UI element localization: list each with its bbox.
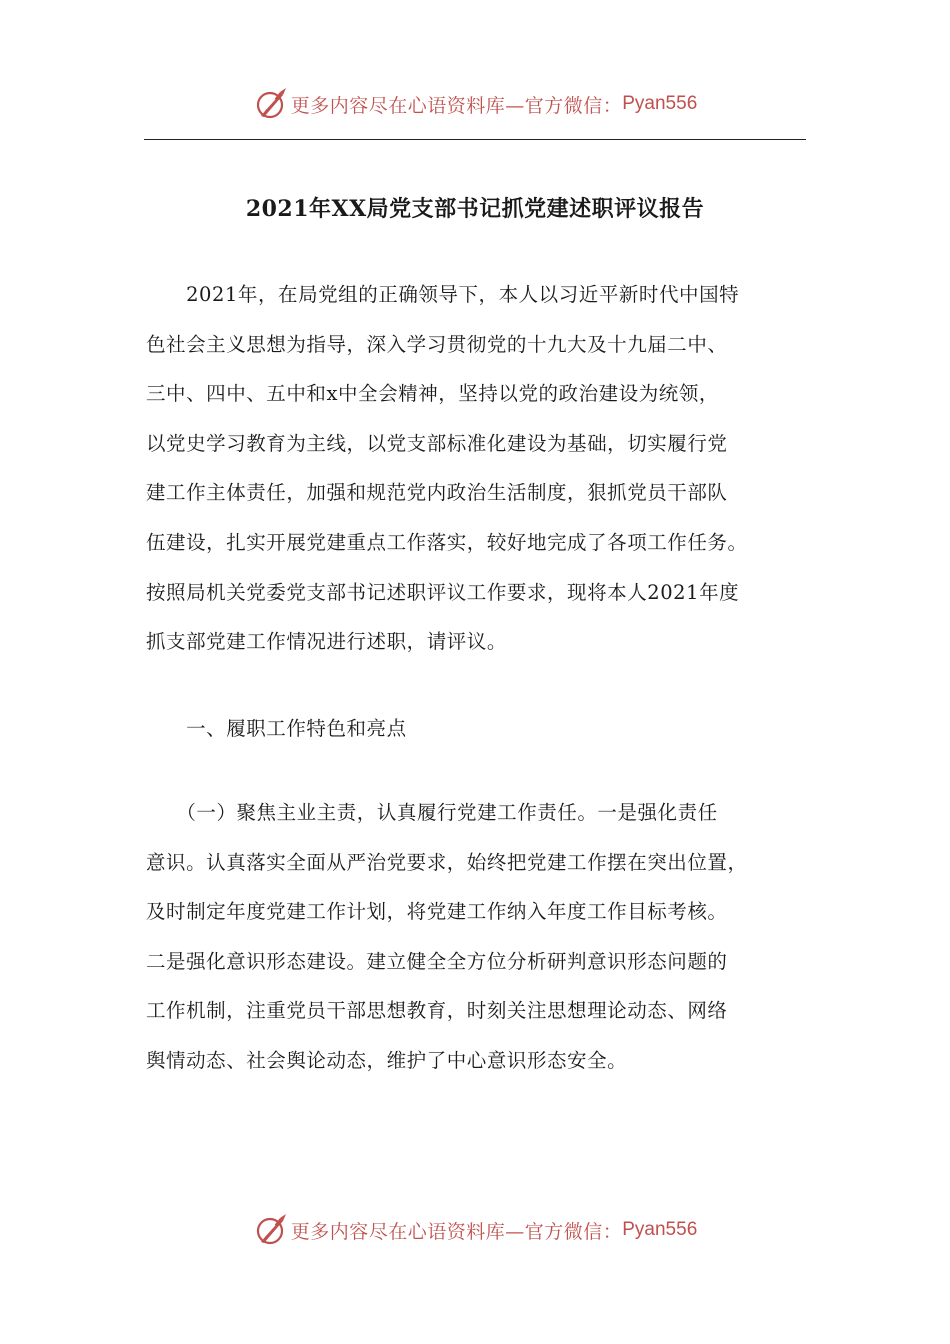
text-line: 及时制定年度党建工作计划，将党建工作纳入年度工作目标考核。	[146, 900, 728, 924]
watermark-text: 更多内容尽在心语资料库—官方微信：	[290, 1220, 623, 1243]
text-line: 意识。认真落实全面从严治党要求，始终把党建工作摆在突出位置，	[146, 850, 748, 874]
text-line: 二是强化意识形态建设。建立健全全方位分析研判意识形态问题的	[146, 949, 728, 973]
quill-pen-logo-icon	[253, 86, 289, 122]
section-heading-text: 一、履职工作特色和亮点	[146, 717, 407, 740]
header-divider	[144, 139, 806, 140]
watermark-wechat-id: Pyan556	[622, 93, 698, 114]
paragraph-section-1-1	[146, 788, 808, 1086]
watermark-wechat-id: Pyan556	[622, 1219, 698, 1240]
text-line: 伍建设，扎实开展党建重点工作落实，较好地完成了各项工作任务。	[146, 530, 748, 554]
footer-watermark	[0, 1210, 950, 1250]
watermark-text: 更多内容尽在心语资料库—官方微信：	[290, 94, 623, 117]
quill-pen-logo-icon	[253, 1212, 289, 1248]
header-watermark	[0, 84, 950, 124]
paragraph-intro	[146, 270, 808, 667]
section-heading	[146, 704, 808, 754]
text-line: 抓支部党建工作情况进行述职，请评议。	[146, 630, 507, 654]
text-line: 舆情动态、社会舆论动态，维护了中心意识形态安全。	[146, 1048, 628, 1072]
text-line: 以党史学习教育为主线，以党支部标准化建设为基础，切实履行党	[146, 431, 728, 455]
text-line: 工作机制，注重党员干部思想教育，时刻关注思想理论动态、网络	[146, 999, 728, 1023]
text-line: 建工作主体责任，加强和规范党内政治生活制度，狠抓党员干部队	[146, 481, 728, 505]
text-line: 2021年，在局党组的正确领导下，本人以习近平新时代中国特	[146, 283, 740, 306]
document-title: 2021年XX局党支部书记抓党建述职评议报告	[245, 196, 705, 222]
text-line: 色社会主义思想为指导，深入学习贯彻党的十九大及十九届二中、	[146, 332, 728, 356]
text-line: 三中、四中、五中和x中全会精神，坚持以党的政治建设为统领，	[146, 382, 719, 406]
text-line: （一）聚焦主业主责，认真履行党建工作责任。一是强化责任	[146, 801, 718, 824]
text-line: 按照局机关党委党支部书记述职评议工作要求，现将本人2021年度	[146, 580, 740, 604]
